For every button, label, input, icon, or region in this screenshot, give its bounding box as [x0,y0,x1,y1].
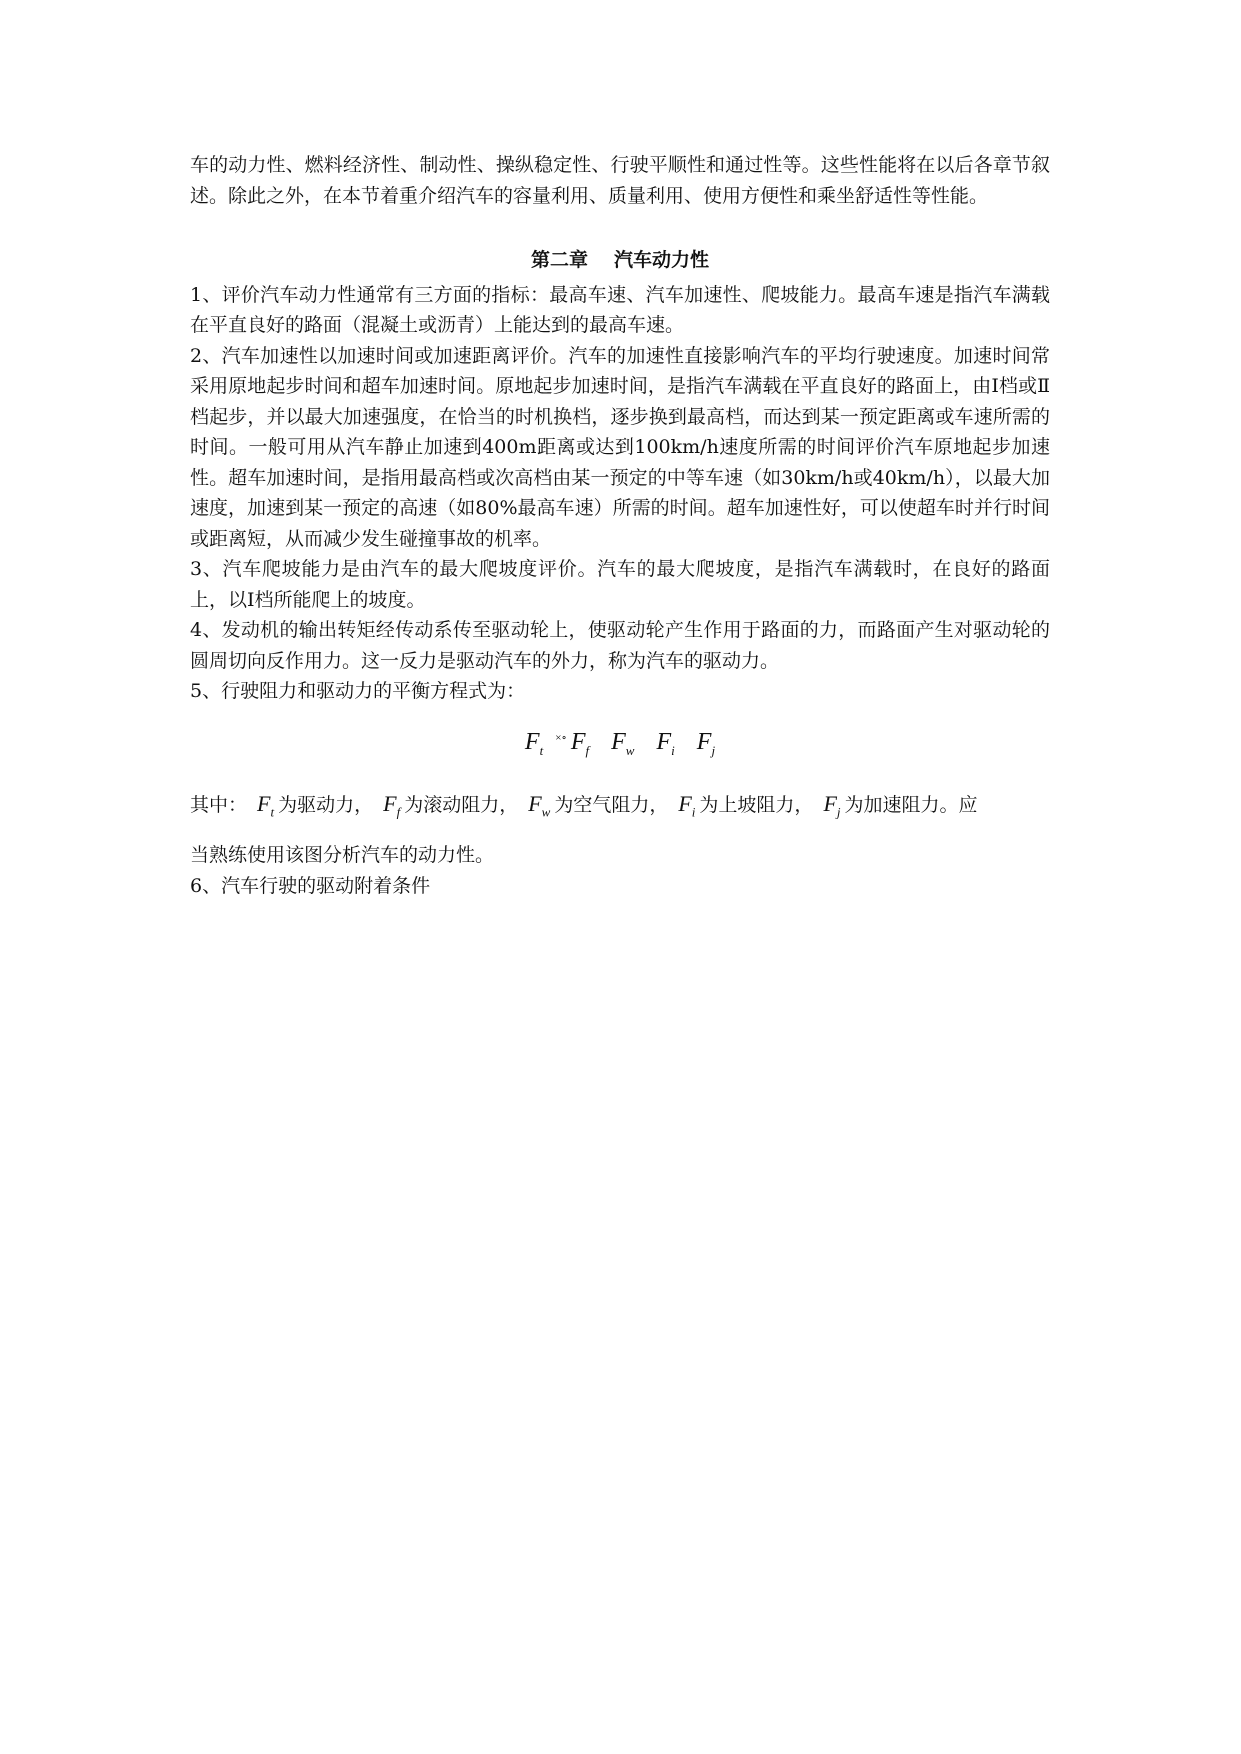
var-ft: $F_t$ [257,791,275,820]
variable-definitions [190,789,1050,828]
item-3: 3、汽车爬坡能力是由汽车的最大爬坡度评价。汽车的最大爬坡度，是指汽车满载时，在良好的路面上，以Ⅰ档所能爬上的坡度。 [190,558,1050,611]
formula-equals-symbol: ×∘ [555,731,567,744]
intro-paragraph: 车的动力性、燃料经济性、制动性、操纵稳定性、行驶平顺性和通过性等。这些性能将在以后各章节叙述。除此之外，在本节着重介绍汽车的容量利用、质量利用、使用方便性和乘坐舒适性等性能。 [190,154,1050,207]
formula-term-ft: $F_t$ [524,728,544,758]
def-fj: 为加速阻力。应 [844,794,978,817]
balance-equation [190,721,1050,768]
def-fi: 为上坡阻力， [699,794,814,817]
def-fw: 为空气阻力， [554,794,669,817]
var-fw: $F_w$ [528,791,551,820]
def-ft: 为驱动力， [278,794,374,817]
var-fi: $F_i$ [678,791,696,820]
item-4: 4、发动机的输出转矩经传动系传至驱动轮上，使驱动轮产生作用于路面的力，而路面产生对驱动轮的圆周切向反作用力。这一反力是驱动汽车的外力，称为汽车的驱动力。 [190,619,1050,672]
definitions-tail: 当熟练使用该图分析汽车的动力性。 [190,844,495,867]
where-lead: 其中： [190,794,248,817]
item-5: 5、行驶阻力和驱动力的平衡方程式为： [190,680,526,702]
var-ff: $F_f$ [383,791,401,820]
formula-term-ff: $F_f$ [570,728,590,758]
chapter-number: 第二章 [530,249,588,271]
var-fj: $F_j$ [823,791,841,820]
item-6: 6、汽车行驶的驱动附着条件 [190,874,431,897]
formula-term-fj: $F_j$ [696,728,716,758]
def-ff: 为滚动阻力， [404,794,519,817]
document-body [190,150,1050,901]
chapter-title: 汽车动力性 [614,249,710,271]
formula-term-fi: $F_i$ [656,728,675,758]
item-2: 2、汽车加速性以加速时间或加速距离评价。汽车的加速性直接影响汽车的平均行驶速度。加速时间常采用原地起步时间和超车加速时间。原地起步加速时间，是指汽车满载在平直良好的路面上，由Ⅰ档或Ⅱ档起步，并以最大加速强度，在恰当的时机换档，逐步换到最高档，而达到某一预定距离或车速所需的时间。一般可用从汽车静止加速到400m距离或达到100km/h速度所需的时间评价汽车原地起步加速性。超车加速时间，是指用最高档或次高档由某一预定的中等车速（如30km/h或40km/h），以最大加速度，加速到某一预定的高速（如80%最高车速）所需的时间。超车加速性好，可以使超车时并行时间或距离短，从而减少发生碰撞事故的机率。 [190,344,1050,550]
formula-term-fw: $F_w$ [611,728,635,758]
chapter-heading [190,245,1050,276]
item-1: 1、评价汽车动力性通常有三方面的指标：最高车速、汽车加速性、爬坡能力。最高车速是指汽车满载在平直良好的路面（混凝土或沥青）上能达到的最高车速。 [190,283,1050,336]
